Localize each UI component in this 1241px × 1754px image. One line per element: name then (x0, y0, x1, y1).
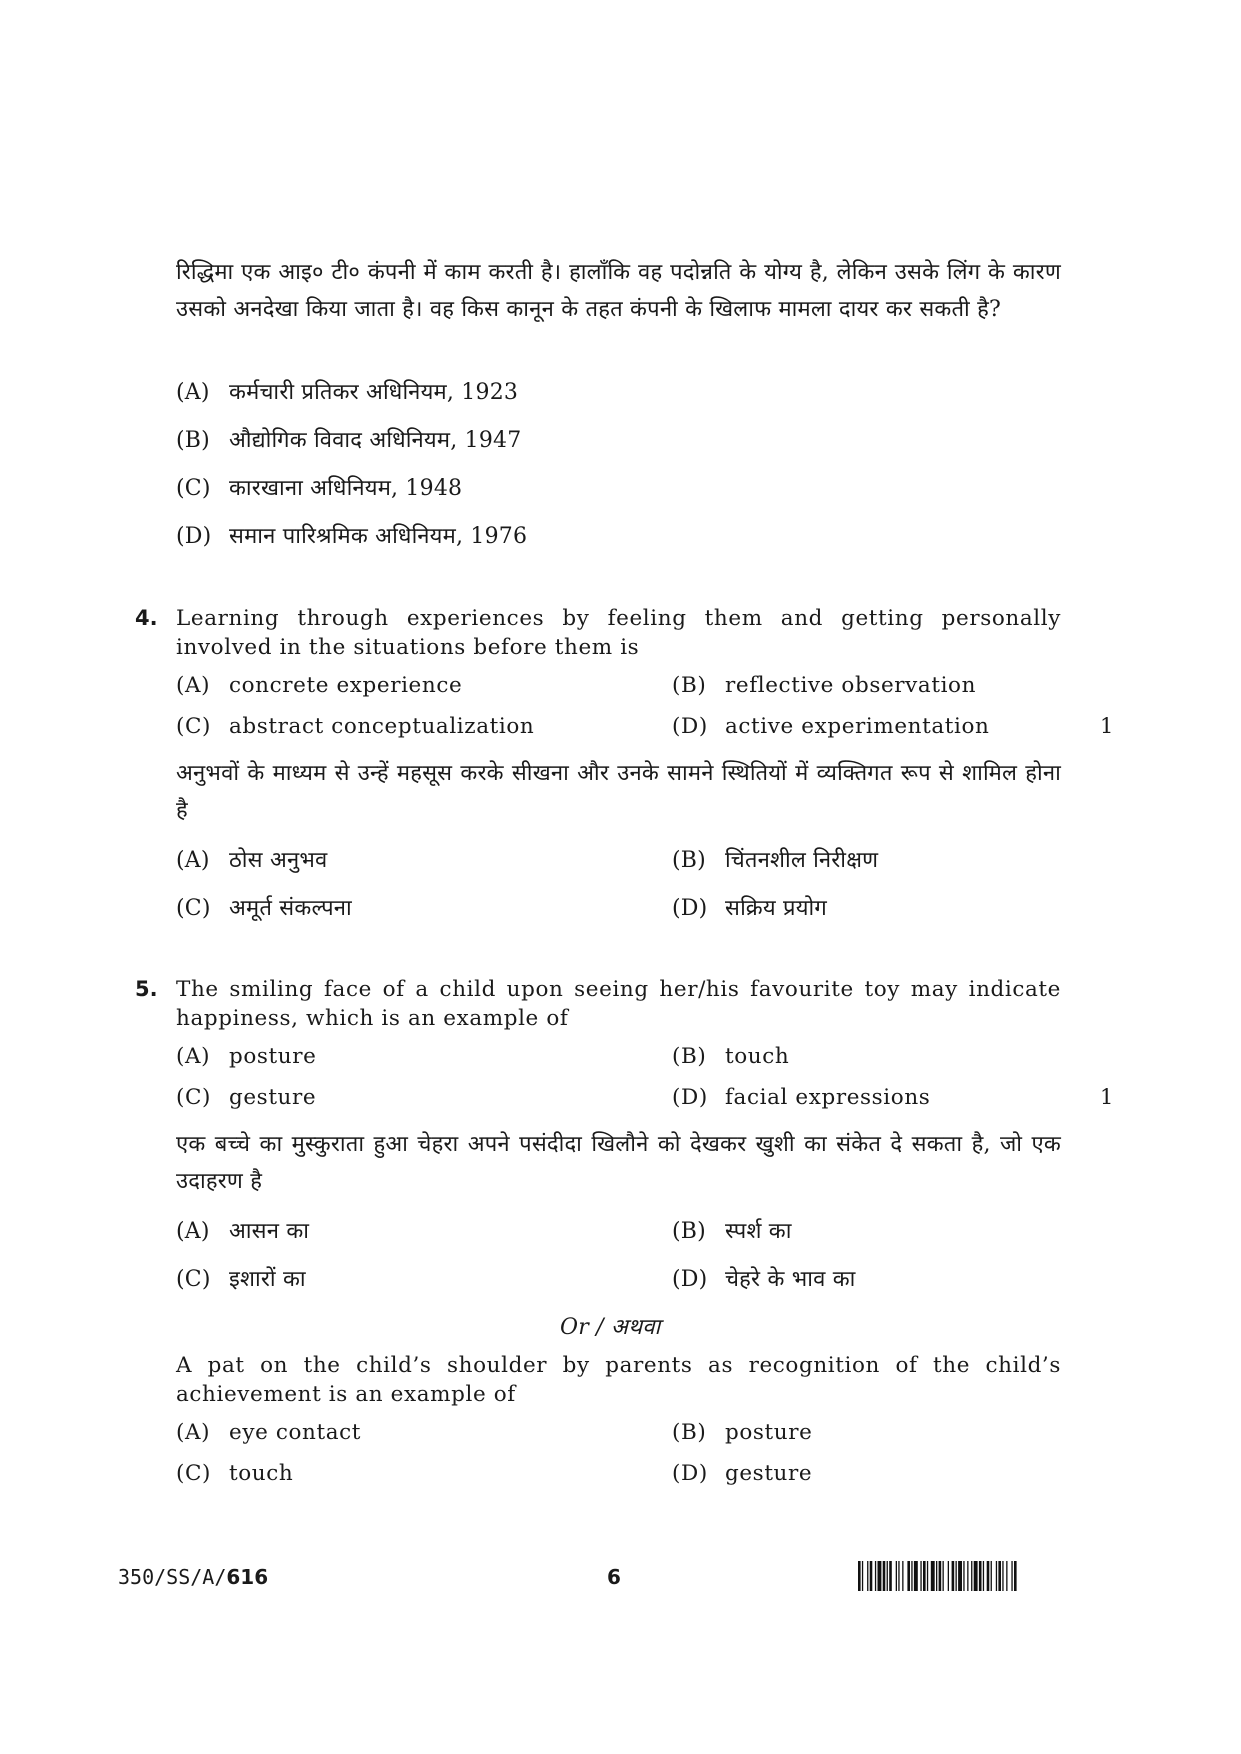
barcode-bar (963, 1561, 964, 1591)
barcode-bar (967, 1561, 968, 1591)
barcode-bar (971, 1561, 972, 1591)
barcode-bar (983, 1561, 984, 1591)
barcode-bar (987, 1561, 990, 1591)
q3-option-d: (D) समान पारिश्रमिक अधिनियम, 1976 (176, 524, 528, 549)
q5-alt-option-d: (D) gesture (672, 1461, 813, 1486)
barcode-bar (862, 1561, 863, 1591)
barcode-bar (974, 1561, 978, 1591)
q4-number: 4. (135, 606, 158, 630)
q4-option-a: (A) concrete experience (176, 673, 463, 698)
q5-option-d: (D) facial expressions (672, 1085, 931, 1110)
barcode-bar (939, 1561, 942, 1591)
or-divider: Or / अथवा (560, 1315, 661, 1340)
q4-hindi-option-c: (C) अमूर्त संकल्पना (176, 896, 352, 921)
q3-option-a: (A) कर्मचारी प्रतिकर अधिनियम, 1923 (176, 380, 519, 405)
q5-alt-option-c: (C) touch (176, 1461, 294, 1486)
barcode-bar (870, 1561, 873, 1591)
barcode-bar (889, 1561, 892, 1591)
barcode-bar (878, 1561, 882, 1591)
barcode-bar (902, 1561, 903, 1591)
q4-hindi-option-a: (A) ठोस अनुभव (176, 848, 328, 873)
q5-alt-option-b: (B) posture (672, 1420, 813, 1445)
barcode-bar (991, 1561, 992, 1591)
q5-hindi-stem: एक बच्चे का मुस्कुराता हुआ चेहरा अपने पसंदीदा खिलौने को देखकर खुशी का संकेत दे सकता है, जो एक उदाहरण है (176, 1132, 1061, 1194)
barcode-bar (931, 1561, 935, 1591)
barcode-bar (927, 1561, 928, 1591)
q4-hindi-option-d: (D) सक्रिय प्रयोग (672, 896, 827, 921)
barcode-bar (943, 1561, 944, 1591)
barcode-bar (883, 1561, 886, 1591)
q5-hindi-option-c: (C) इशारों का (176, 1267, 306, 1292)
q4-option-d: (D) active experimentation (672, 714, 990, 739)
barcode-bar (979, 1561, 982, 1591)
barcode-bar (907, 1561, 910, 1591)
barcode-bar (958, 1561, 962, 1591)
q4-hindi-stem: अनुभवों के माध्यम से उन्हें महसूस करके सीखना और उनके सामने स्थितियों में व्यक्तिगत रूप से शामिल होना है (176, 761, 1061, 823)
barcode-bar (1011, 1561, 1012, 1591)
barcode-bar (1014, 1561, 1017, 1591)
q5-hindi-option-d: (D) चेहरे के भाव का (672, 1267, 856, 1292)
q4-hindi-option-b: (B) चिंतनशील निरीक्षण (672, 848, 879, 873)
q5-option-a: (A) posture (176, 1044, 317, 1069)
q5-alt-option-a: (A) eye contact (176, 1420, 361, 1445)
barcode-bar (920, 1561, 921, 1591)
q5-option-c: (C) gesture (176, 1085, 317, 1110)
q5-marks: 1 (1100, 1085, 1114, 1109)
barcode-bar (898, 1561, 899, 1591)
barcode-bar (1002, 1561, 1003, 1591)
barcode-bar (911, 1561, 912, 1591)
q5-alt-stem: A pat on the child’s shoulder by parents as recognition of the child’s achievement is an example of (176, 1353, 1061, 1407)
barcode-bar (936, 1561, 937, 1591)
barcode-bar (923, 1561, 926, 1591)
barcode-bar (1006, 1561, 1007, 1591)
barcode-bar (887, 1561, 888, 1591)
q4-option-b: (B) reflective observation (672, 673, 977, 698)
q4-stem: Learning through experiences by feeling them and getting personally involved in the situations before them is (176, 606, 1061, 660)
q5-number: 5. (135, 977, 158, 1001)
barcode-bar (952, 1561, 955, 1591)
q3-option-b: (B) औद्योगिक विवाद अधिनियम, 1947 (176, 428, 522, 453)
barcode-bar (858, 1561, 861, 1591)
barcode-bar (996, 1561, 997, 1591)
q3-option-c: (C) कारखाना अधिनियम, 1948 (176, 476, 463, 501)
barcode-bar (914, 1561, 918, 1591)
page-number: 6 (607, 1565, 621, 1589)
barcode-bar (875, 1561, 876, 1591)
barcode-bar (998, 1561, 1001, 1591)
barcode-bar (956, 1561, 957, 1591)
q4-option-c: (C) abstract conceptualization (176, 714, 535, 739)
barcode (858, 1561, 1116, 1591)
q5-option-b: (B) touch (672, 1044, 790, 1069)
barcode-bar (896, 1561, 897, 1591)
q5-hindi-option-a: (A) आसन का (176, 1219, 310, 1244)
q5-stem: The smiling face of a child upon seeing her/his favourite toy may indicate happiness, which is an example of (176, 977, 1061, 1031)
paper-code: 350/SS/A/616 (118, 1565, 269, 1589)
q3-hindi-stem: रिद्धिमा एक आइ० टी० कंपनी में काम करती है। हालाँकि वह पदोन्नति के योग्य है, लेकिन उसके लिंग के कारण उसको अनदेखा किया जाता है। वह किस कानून के तहत कंपनी के खिलाफ मामला दायर कर सकती है? (176, 260, 1061, 322)
barcode-bar (948, 1561, 949, 1591)
q5-hindi-option-b: (B) स्पर्श का (672, 1219, 792, 1244)
barcode-bar (867, 1561, 868, 1591)
q4-marks: 1 (1100, 714, 1114, 738)
